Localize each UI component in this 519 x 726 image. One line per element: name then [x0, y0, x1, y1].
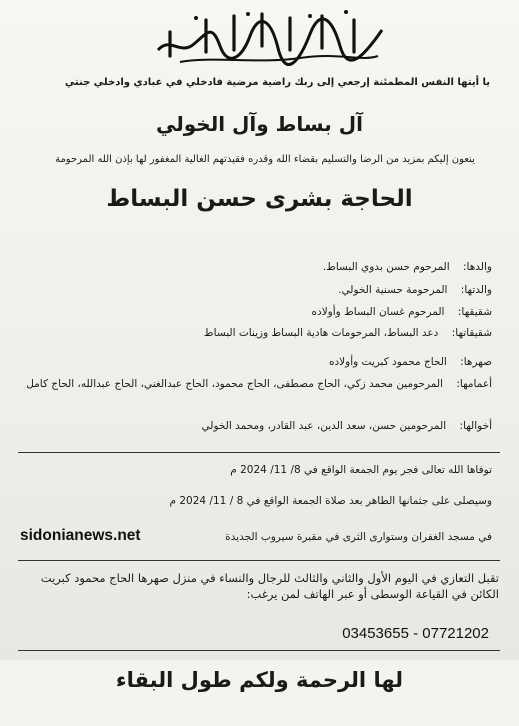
phone-numbers: 03453655 - 07721202: [342, 625, 489, 642]
divider-line: [18, 560, 500, 561]
deceased-name: الحاجة بشرى حسن البساط: [106, 186, 413, 212]
relative-sisters: شقيقاتها: دعد البساط، المرحومات هادية البساط وزينات البساط: [203, 327, 492, 339]
death-date: توفاها الله تعالى فجر يوم الجمعة الواقع في 8/ 11/ 2024 م: [230, 464, 492, 476]
quran-verse: يا أيتها النفس المطمئنة إرجعي إلى ربك راضية مرضية فادخلي في عبادي وادخلي جنتي: [64, 77, 490, 88]
relative-uncles-paternal: أعمامها: المرحومين محمد زكي، الحاج مصطفى، الحاج محمود، الحاج عبدالغني، الحاج عبدالله، الحاج كامل: [26, 378, 492, 390]
watermark-site: sidonianews.net: [20, 527, 141, 544]
relative-uncles-maternal: أخوالها: المرحومين حسن، سعد الدين، عبد القادر، ومحمد الخولي: [201, 420, 492, 432]
relative-brother: شقيقها: المرحوم غسان البساط وأولاده: [311, 306, 492, 318]
prayer-info: وسيصلى على جثمانها الطاهر بعد صلاة الجمعة الواقع في 8 / 11/ 2024 م: [169, 495, 492, 507]
relative-brother-in-law: صهرها: الحاج محمود كبريت وأولاده: [328, 356, 492, 368]
condolences-text: تقبل التعازي في اليوم الأول والثاني والثالث للرجال والنساء في منزل صهرها الحاج محمود كبريت الكائن في القياعة الوسطى أو عبر الهاتف لمن يرغب:: [40, 571, 499, 601]
burial-info: في مسجد الغفران وستوارى الثرى في مقبرة سيروب الجديدة: [225, 531, 492, 543]
family-names: آل بساط وآل الخولي: [156, 112, 363, 136]
divider-line: [18, 452, 500, 453]
relative-mother: والدتها: المرحومة حسنية الخولي.: [338, 284, 492, 296]
announcement-text: ينعون إليكم بمزيد من الرضا والتسليم بقضاء الله وقدره فقيدتهم الغالية المغفور لها بإذن الله المرحومة: [55, 154, 475, 165]
divider-line: [18, 650, 500, 651]
closing-phrase: لها الرحمة ولكم طول البقاء: [115, 668, 404, 692]
relative-father: والدها: المرحوم حسن بدوي البساط.: [322, 261, 492, 273]
calligraphy-header: [150, 6, 390, 68]
